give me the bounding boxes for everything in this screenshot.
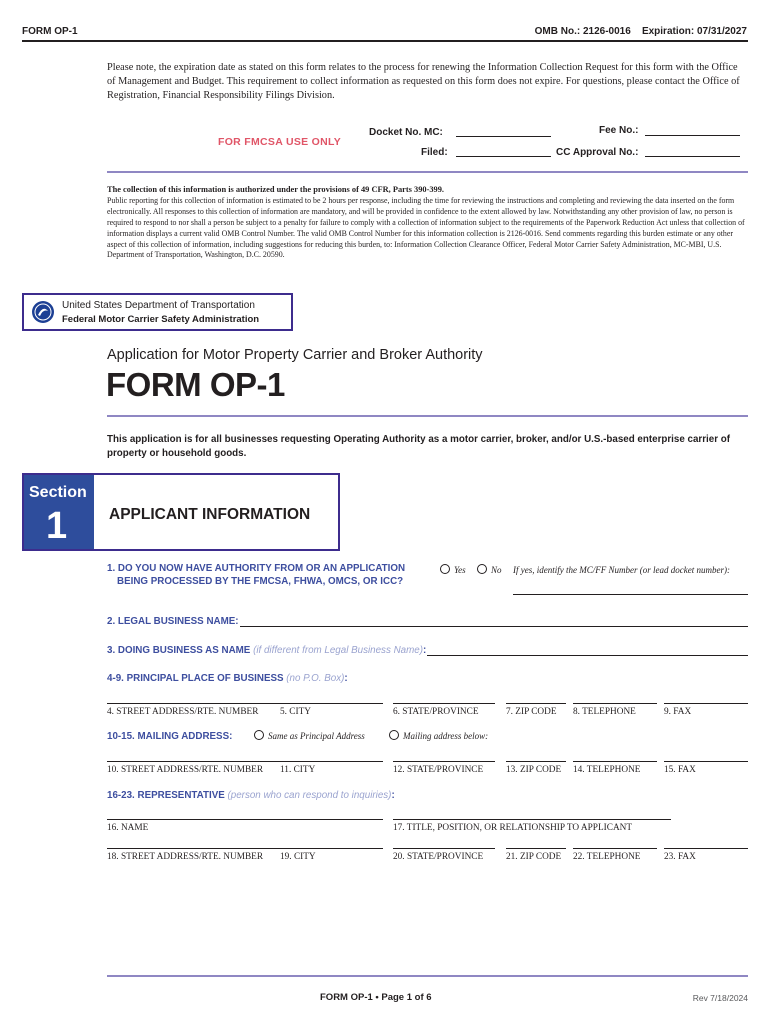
mailing-zip-caption: 13. ZIP CODE [506,765,562,775]
rep-hint: (person who can respond to inquiries) [227,790,392,801]
rep-zip-caption: 21. ZIP CODE [506,852,562,862]
q4-colon: : [344,673,348,684]
form-title: FORM OP-1 [106,366,285,403]
q4-hint: (no P.O. Box) [286,673,345,684]
section-title: APPLICANT INFORMATION [109,506,311,523]
legal-heading: The collection of this information is authorized under the provisions of 49 CFR, Parts 390-399. [107,185,445,194]
revision-date: Rev 7/18/2024 [692,993,748,1003]
omb-expiration [535,26,747,37]
section-badge [24,475,94,549]
section-number: 1 [46,505,68,547]
q1-no-label: No [491,565,502,575]
mailing-street-caption: 10. STREET ADDRESS/RTE. NUMBER [107,765,264,775]
q4-label [107,673,348,684]
principal-telephone-field[interactable] [573,703,657,704]
department-name: United States Department of Transportation [62,300,255,311]
mc-number-field[interactable] [513,594,748,595]
rep-state-field[interactable] [393,848,495,849]
rep-name-caption: 16. NAME [107,823,149,833]
q3-label-text: 3. DOING BUSINESS AS NAME [107,645,251,656]
q1-yes-label: Yes [454,565,466,575]
cc-approval-field[interactable] [645,156,740,157]
q1-yes-radio[interactable] [440,564,450,574]
q3-label [107,645,426,656]
section-divider [107,171,748,173]
principal-zip-field[interactable] [506,703,566,704]
principal-telephone-caption: 8. TELEPHONE [573,707,636,717]
filed-label: Filed: [421,147,448,158]
q3-colon: : [422,645,427,656]
rep-state-caption: 20. STATE/PROVINCE [393,852,484,862]
rep-fax-caption: 23. FAX [664,852,696,862]
q3-hint: (if different from Legal Business Name) [253,645,423,656]
mailing-below-label: Mailing address below: [403,731,489,741]
mailing-telephone-caption: 14. TELEPHONE [573,765,641,775]
section-word: Section [29,484,87,501]
form-id: FORM OP-1 [22,26,78,37]
mailing-label: 10-15. MAILING ADDRESS: [107,731,233,742]
principal-fax-field[interactable] [664,703,748,704]
q1-label-line1: 1. DO YOU NOW HAVE AUTHORITY FROM OR AN APPLICATION [107,563,406,574]
q1-ifyes-label: If yes, identify the MC/FF Number (or lead docket number): [513,565,730,575]
title-divider [107,415,748,417]
mailing-below-radio[interactable] [389,730,399,740]
rep-title-caption: 17. TITLE, POSITION, OR RELATIONSHIP TO APPLICANT [393,823,633,833]
q1-label-line2: BEING PROCESSED BY THE FMCSA, FHWA, OMCS, OR ICC? [117,576,404,587]
cc-approval-label: CC Approval No.: [556,147,639,158]
filed-field[interactable] [456,156,551,157]
rep-label-text: 16-23. REPRESENTATIVE [107,790,225,801]
principal-fax-caption: 9. FAX [664,707,692,717]
mailing-fax-field[interactable] [664,761,748,762]
principal-zip-caption: 7. ZIP CODE [506,707,557,717]
mailing-same-label: Same as Principal Address [268,731,365,741]
fee-field[interactable] [645,135,740,136]
agency-box [22,293,293,331]
rep-city-caption: 19. CITY [280,852,316,862]
dba-name-field[interactable] [427,655,748,656]
fee-label: Fee No.: [599,125,639,136]
mailing-fax-caption: 15. FAX [664,765,696,775]
rep-name-field[interactable] [107,819,383,820]
rep-zip-field[interactable] [506,848,566,849]
intro-text: This application is for all businesses requesting Operating Authority as a motor carrier, broker, and/or U.S.-based enterprise carrier of property or household goods. [107,434,731,459]
rep-label [107,790,395,801]
omb-number: OMB No.: 2126-0016 [534,26,631,37]
mailing-city-caption: 11. CITY [280,765,316,775]
principal-state-caption: 6. STATE/PROVINCE [393,707,479,717]
q1-no-radio[interactable] [477,564,487,574]
principal-state-field[interactable] [393,703,495,704]
legal-business-name-field[interactable] [240,626,748,627]
application-subtitle: Application for Motor Property Carrier and Broker Authority [107,347,483,363]
docket-field[interactable] [456,136,551,137]
mailing-street-field[interactable] [107,761,383,762]
q4-label-text: 4-9. PRINCIPAL PLACE OF BUSINESS [107,673,284,684]
expiration-date: Expiration: 07/31/2027 [641,26,747,37]
page-indicator: FORM OP-1 • Page 1 of 6 [320,992,432,1003]
principal-street-field[interactable] [107,703,383,704]
section-header [22,473,340,551]
mailing-same-radio[interactable] [254,730,264,740]
rep-street-caption: 18. STREET ADDRESS/RTE. NUMBER [107,852,264,862]
principal-city-caption: 5. CITY [280,707,311,717]
mailing-telephone-field[interactable] [573,761,657,762]
rep-telephone-field[interactable] [573,848,657,849]
rep-title-field[interactable] [393,819,671,820]
mailing-state-field[interactable] [393,761,495,762]
rep-telephone-caption: 22. TELEPHONE [573,852,641,862]
mailing-state-caption: 12. STATE/PROVINCE [393,765,484,775]
q2-label: 2. LEGAL BUSINESS NAME: [107,616,239,627]
expiration-notice: Please note, the expiration date as stated on this form relates to the process for renewing the Information Collection Request for this form with the Office of Management and Budget. This requirement to collect information as requested on this form does not expire. For questions, please contact the Office of Registration, Financial Responsibility Filings Division. [107,62,740,101]
fmcsa-use-only-banner: FOR FMCSA USE ONLY [218,136,342,148]
administration-name: Federal Motor Carrier Safety Administration [62,314,260,325]
dot-seal-icon [32,301,54,323]
docket-label: Docket No. MC: [369,127,443,138]
rep-fax-field[interactable] [664,848,748,849]
header-divider [22,40,748,42]
principal-street-caption: 4. STREET ADDRESS/RTE. NUMBER [107,707,259,717]
rep-street-field[interactable] [107,848,383,849]
legal-notice [107,185,749,261]
rep-colon: : [391,790,395,801]
footer-divider [107,975,748,977]
mailing-zip-field[interactable] [506,761,566,762]
legal-body: Public reporting for this collection of information is estimated to be 2 hours per response, including the time for reviewing the instructions and completing and reviewing the data inserted on the form electronically. All responses to this collection of information are mandatory, and will be provided in confidence to the extent allowed by law. Notwithstanding any other provision of law, no person is required to respond to nor shall a person be subject to a penalty for failure to comply with a collection of information subject to the requirements of the Paperwork Reduction Act unless that collection of information displays a current valid OMB Control Number. The valid OMB Control Number for this information collection is 2126-0016. Send comments regarding this burden estimate or any other aspect of this collection of information, including suggestions for reducing this burden, to: Information Collection Clearance Officer, Federal Motor Carrier Safety Administration, MC-MBI, U.S. Department of Transportation, Washington, D.C. 20590. [107,195,745,260]
